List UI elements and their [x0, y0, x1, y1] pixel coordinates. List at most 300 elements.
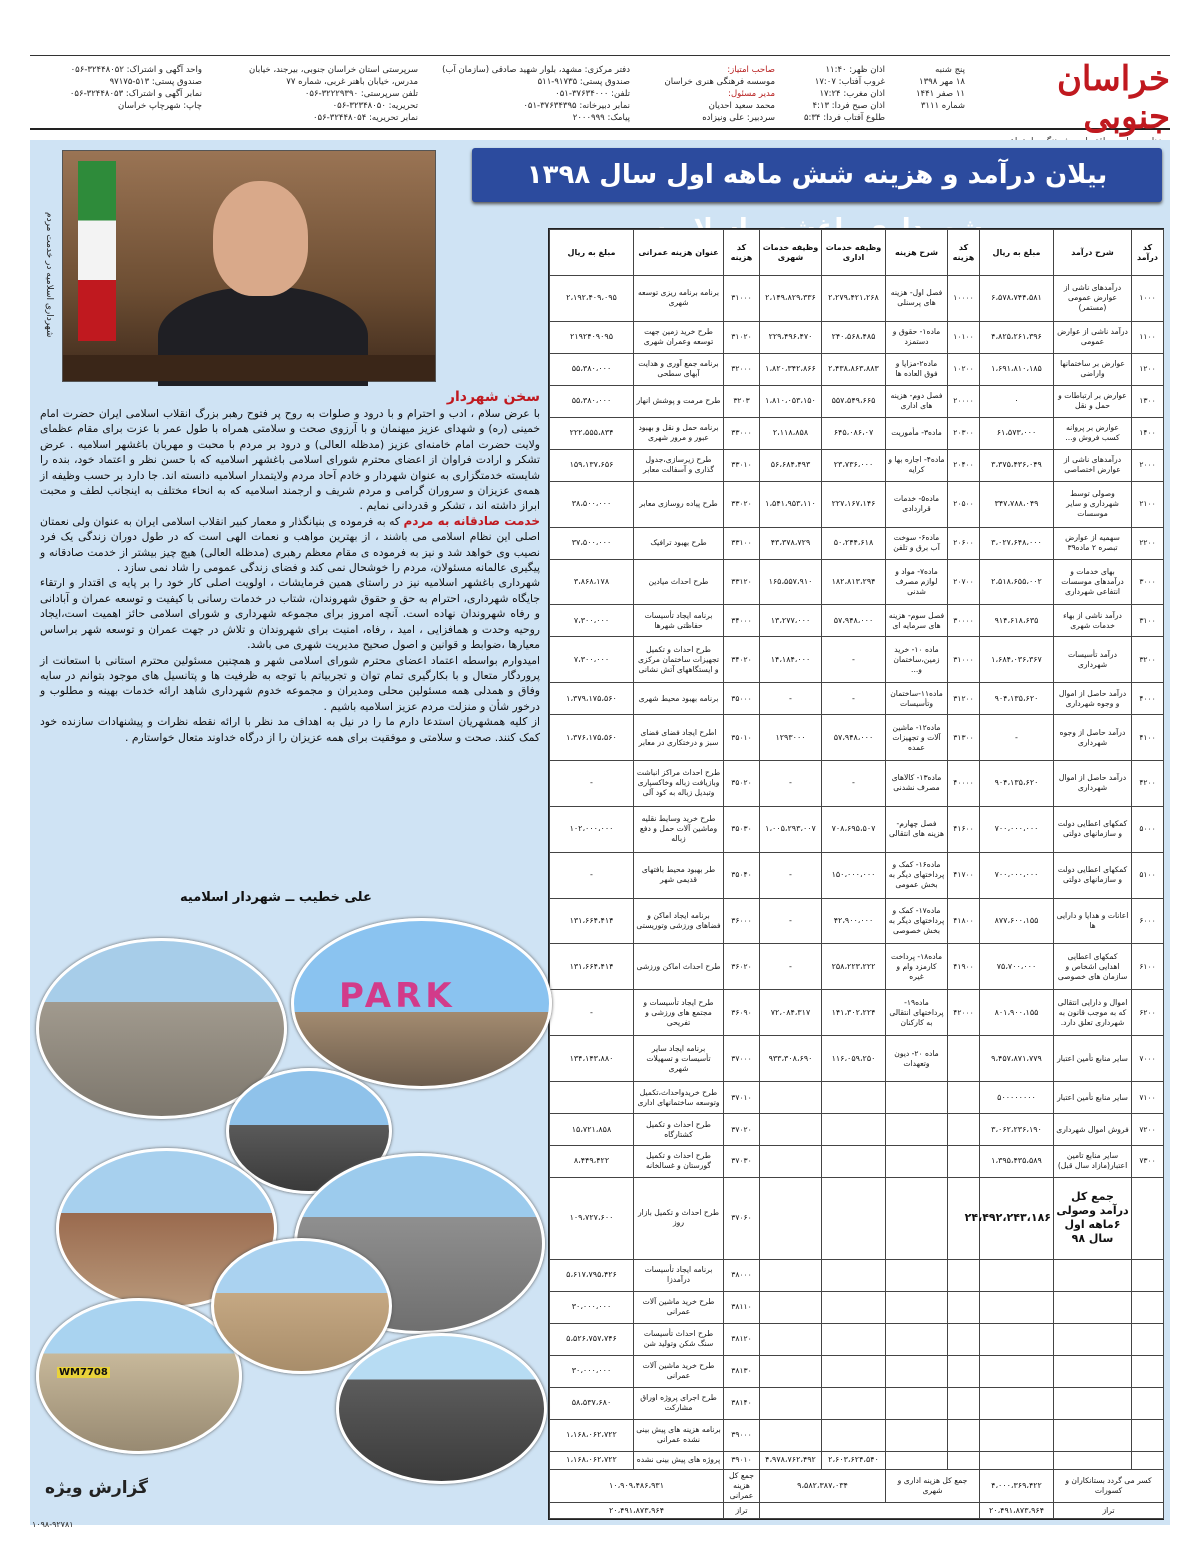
table-cell	[886, 1114, 948, 1146]
table-cell: درآمد ناشی از بهاء خدمات شهری	[1054, 605, 1132, 637]
table-cell	[760, 1082, 822, 1114]
flag-icon	[78, 161, 116, 341]
mayor-article	[40, 388, 540, 745]
dirt-road-photo	[211, 1238, 392, 1374]
table-cell: ۷۰۰،۰۰۰،۰۰۰	[980, 852, 1054, 898]
table-cell: درآمدهای ناشی از عوارض عمومی (مستمر)	[1054, 276, 1132, 322]
table-cell: ۱۳۱،۶۶۴،۴۱۴	[550, 944, 634, 990]
table-cell	[1132, 1259, 1164, 1291]
table-cell: طر بهبود محیط بافتهای قدیمی شهر	[634, 852, 724, 898]
table-cell: ۲،۱۹۲،۴۰۹،۰۹۵	[550, 276, 634, 322]
table-row	[550, 527, 1164, 559]
cost-total-amount: ۹،۵۸۲،۳۸۷،۰۳۴	[760, 1470, 886, 1503]
table-cell	[886, 1177, 948, 1259]
table-cell	[822, 1177, 886, 1259]
table-row	[550, 1146, 1164, 1178]
table-cell: برنامه برنامه ریزی توسعه شهری	[634, 276, 724, 322]
table-cell: ۱۳،۲۷۷،۰۰۰	[760, 605, 822, 637]
table-cell: ۲،۲۷۹،۴۲۱،۲۶۸	[822, 276, 886, 322]
table-cell: ۴۱۰۰	[1132, 715, 1164, 761]
table-cell: ۳۸۱۱۰	[724, 1291, 760, 1323]
table-cell: ۶۱۰۰	[1132, 944, 1164, 990]
dump-truck-photo	[336, 1333, 547, 1484]
table-cell	[948, 1291, 980, 1323]
table-cell: ۲۴۰،۵۶۸،۴۸۵	[822, 321, 886, 353]
table-cell: برنامه ایجاد تأسیسات حفاظتی شهرها	[634, 605, 724, 637]
table-cell: ۳۷۰۲۰	[724, 1114, 760, 1146]
table-cell: ۱۳۰۰	[1132, 385, 1164, 417]
table-cell: ۱۲۹۳۰۰۰	[760, 715, 822, 761]
table-row	[550, 898, 1164, 944]
article-subtitle: خدمت صادقانه به مردم	[403, 513, 540, 528]
table-cell: ۳۴۰۰۰	[724, 605, 760, 637]
table-cell: ۹۰۴،۱۳۵،۶۲۰	[980, 683, 1054, 715]
table-cell: طرح احداث میادین	[634, 559, 724, 605]
table-cell: طرح بهبود ترافیک	[634, 527, 724, 559]
table-cell: ۲۰۶۰۰	[948, 527, 980, 559]
header-cell: شرح هزینه	[886, 230, 948, 276]
table-cell: عوارض بر ساختمانها واراضی	[1054, 353, 1132, 385]
table-cell: ۹،۴۵۷،۸۷۱،۷۷۹	[980, 1036, 1054, 1082]
table-cell	[980, 1355, 1054, 1387]
table-cell: طرح خرید زمین جهت توسعه وعمران شهری	[634, 321, 724, 353]
table-cell: ۵۵،۳۸۰،۰۰۰	[550, 353, 634, 385]
table-cell: طرح اجرای پروژه اوراق مشارکت	[634, 1387, 724, 1419]
office-block: دفتر مرکزی: مشهد، بلوار شهید صادقی (سازمان آب) صندوق پستی: ۹۱۷۳۵-۵۱۱ تلفن: ۳۷۶۳۴۰۰۰-۰۵۱ نمابر دبیرخانه: ۳۷۶۳۴۳۹۵-۰۵۱ پیامک: ۲۰۰۰۹۹۹	[442, 65, 630, 123]
table-cell: ۲،۱۱۸،۸۵۸	[760, 417, 822, 449]
table-cell	[948, 1355, 980, 1387]
park-photo	[291, 918, 552, 1089]
table-cell: ۳۸۱۴۰	[724, 1387, 760, 1419]
table-cell: طرح خرید وسایط نقلیه وماشین آلات حمل و دفع زباله	[634, 806, 724, 852]
table-cell	[886, 1259, 948, 1291]
header-cell: مبلغ به ریال	[550, 230, 634, 276]
table-row	[550, 990, 1164, 1036]
table-cell: ۴۱۸۰۰	[948, 898, 980, 944]
table-cell: ماده۱۲- ماشین آلات و تجهیزات عمده	[886, 715, 948, 761]
table-cell: -	[822, 683, 886, 715]
table-cell: ۱۵۹،۱۳۷،۶۵۶	[550, 449, 634, 481]
table-cell: ۲۰۰۰۰	[948, 385, 980, 417]
table-cell: درآمد حاصل از اموال شهرداری	[1054, 761, 1132, 807]
table-cell	[822, 1291, 886, 1323]
table-cell: ۷۳۰۰	[1132, 1146, 1164, 1178]
table-cell: ۵۵،۳۸۰،۰۰۰	[550, 385, 634, 417]
table-cell: ۶،۵۷۸،۷۴۴،۵۸۱	[980, 276, 1054, 322]
table-cell: ۰	[980, 385, 1054, 417]
table-cell	[822, 1355, 886, 1387]
table-row	[550, 1259, 1164, 1291]
table-cell: ۳،۳۷۵،۴۳۶،۰۴۹	[980, 449, 1054, 481]
table-cell: ۱۰۹،۷۲۷،۶۰۰	[550, 1177, 634, 1259]
article-para-2: خدمت صادقانه به مردم که به فرموده ی بنیانگذار و معمار کبیر انقلاب اسلامی ایران به عنوان ولی نعمتان اصلی این نظام اسلامی می باشند ، از بهترین مواهب و نعمات الهی است که در طول دوران زندگی یک فرد نصیب وی خواهد شد و نیز به فرموده ی مقام معظم رهبری (مدظله العالی) هیچ چیز بیشتر از خدمت صادقانه و پیگیری عالمانه مسئولان، مردم را خوشحال نمی کند و فضای زندگی عمومی را شاد نمی سازد .	[40, 513, 540, 575]
table-cell: ۶۲۰۰	[1132, 990, 1164, 1036]
table-cell: فروش اموال شهرداری	[1054, 1114, 1132, 1146]
table-cell	[980, 1419, 1054, 1451]
headline: بیلان درآمد و هزینه شش ماهه اول سال ۱۳۹۸	[472, 148, 1162, 202]
table-cell: ماده۱- حقوق و دستمزد	[886, 321, 948, 353]
table-cell: کمکهای اعطایی دولت و سازمانهای دولتی	[1054, 806, 1132, 852]
table-cell: -	[760, 852, 822, 898]
table-row	[550, 605, 1164, 637]
table-cell: -	[550, 852, 634, 898]
table-cell: طرح خرید ماشین آلات عمرانی	[634, 1291, 724, 1323]
table-cell: ماده۷- مواد و لوازم مصرف شدنی	[886, 559, 948, 605]
table-cell: ۳۹۰۰۰	[724, 1419, 760, 1451]
table-cell: ۱،۸۲۰،۳۴۲،۸۶۶	[760, 353, 822, 385]
table-cell: ۳۲۰۰۰	[724, 353, 760, 385]
photo-collage	[36, 918, 541, 1478]
table-cell: عوارض بر پروانه کسب فروش و...	[1054, 417, 1132, 449]
deduction-label: کسر می گردد بستانکاران و کسورات	[1054, 1470, 1164, 1503]
table-cell: ۲۵۸،۲۲۳،۲۲۲	[822, 944, 886, 990]
table-cell	[1054, 1291, 1132, 1323]
table-cell: ۳۸۰۰۰	[724, 1259, 760, 1291]
table-row	[550, 683, 1164, 715]
table-cell: ماده۳- مأموریت	[886, 417, 948, 449]
table-cell	[948, 1387, 980, 1419]
table-cell: ۱،۳۷۹،۱۷۵،۵۶۰	[550, 683, 634, 715]
table-cell: ۱۲۰۰	[1132, 353, 1164, 385]
table-row	[550, 852, 1164, 898]
table-cell: ۴۳،۳۷۸،۷۲۹	[760, 527, 822, 559]
roller-plate: WM7708	[59, 1367, 108, 1378]
table-cell: ماده۵- خدمات قراردادی	[886, 481, 948, 527]
table-cell: ۱۴،۱۸۴،۰۰۰	[760, 637, 822, 683]
table-cell: درآمدهای ناشی از عوارض اختصاصی	[1054, 449, 1132, 481]
ads-block: واحد آگهی و اشتراک: ۳۲۴۴۸۰۵۲-۰۵۶ صندوق پستی: ۵۱۳-۹۷۱۷۵ نمابر آگهی و اشتراک: ۳۲۴۴۸۰۵۳-۰۵۶ چاپ: شهرچاپ خراسان	[69, 65, 202, 111]
date-block: پنج شنبه ۱۸ مهر ۱۳۹۸ ۱۱ صفر ۱۴۴۱ شماره ۳۱۱۱	[915, 65, 965, 111]
table-cell: کمکهای اعطایی اهدایی اشخاص و سازمان های خصوصی	[1054, 944, 1132, 990]
table-cell: ۳۶۰۹۰	[724, 990, 760, 1036]
table-cell: ۳۱۰۲۰	[724, 321, 760, 353]
table-cell	[886, 1387, 948, 1419]
table-cell: سایر منابع تأمین اعتبار	[1054, 1036, 1132, 1082]
table-cell: ماده۱۶- کمک و پرداختهای دیگر به بخش عمومی	[886, 852, 948, 898]
table-cell: فصل اول- هزینه های پرسنلی	[886, 276, 948, 322]
table-row	[550, 276, 1164, 322]
table-cell: برنامه ایجاد تأسیسات درآمدزا	[634, 1259, 724, 1291]
table-cell: ۱،۱۶۸،۰۶۲،۷۲۲	[550, 1451, 634, 1469]
park-sign: PARK	[339, 976, 456, 1016]
table-cell	[760, 1146, 822, 1178]
table-cell: طرح ایجاد تأسیسات و مجتمع های ورزشی و تفریحی	[634, 990, 724, 1036]
table-cell: -	[760, 898, 822, 944]
header-cell: شرح درآمد	[1054, 230, 1132, 276]
table-cell: فصل سوم- هزینه های سرمایه ای	[886, 605, 948, 637]
table-cell: پروژه های پیش بینی نشده	[634, 1451, 724, 1469]
table-cell: ۳۲۰۳	[724, 385, 760, 417]
table-cell: طرح احداث تأسیسات سنگ شکن وتولید شن	[634, 1323, 724, 1355]
table-cell: ۱۰۲۰۰	[948, 353, 980, 385]
table-cell: ۶۴۵،۰۸۶،۰۷	[822, 417, 886, 449]
table-cell	[1132, 1355, 1164, 1387]
table-cell: ۴۰۰۰	[1132, 683, 1164, 715]
table-cell: برنامه بهبود محیط شهری	[634, 683, 724, 715]
special-report-label: گزارش ویژه	[45, 1478, 149, 1498]
table-cell: ۱۳۱،۶۶۴،۴۱۴	[550, 898, 634, 944]
table-row	[550, 1177, 1164, 1259]
table-cell: طرح احداث مراکز انباشت وبازیافت زباله وخاکسپاری وتبدیل زباله به کود آلی	[634, 761, 724, 807]
table-cell: ۱،۳۹۵،۴۳۵،۵۸۹	[980, 1146, 1054, 1178]
table-row	[550, 385, 1164, 417]
table-row	[550, 1082, 1164, 1114]
table-cell: طرح خریدواحداث،تکمیل وتوسعه ساختمانهای اداری	[634, 1082, 724, 1114]
table-cell: ۳۸،۵۰۰،۰۰۰	[550, 481, 634, 527]
header-cell: مبلغ به ریال	[980, 230, 1054, 276]
table-cell: ماده ۲۰- دیون وتعهدات	[886, 1036, 948, 1082]
table-cell: ماده۴- اجاره بها و کرایه	[886, 449, 948, 481]
table-cell: ۲۴،۴۹۲،۲۴۳،۱۸۶	[980, 1177, 1054, 1259]
table-cell	[886, 1451, 948, 1469]
table-cell: طرح احداث و تکمیل تجهیزات ساختمان مرکزی و ایستگاههای آتش نشانی	[634, 637, 724, 683]
table-cell	[760, 1355, 822, 1387]
table-cell: ماده۱۱-ساختمان وتأسیسات	[886, 683, 948, 715]
table-cell: ۳۷۰۰۰	[724, 1036, 760, 1082]
table-row	[550, 637, 1164, 683]
table-cell: درآمد حاصل از وجوه شهرداری	[1054, 715, 1132, 761]
table-cell: ۸۰۱،۹۰۰،۱۵۵	[980, 990, 1054, 1036]
table-cell	[1054, 1419, 1132, 1451]
article-para-5: از کلیه همشهریان استدعا دارم ما را در نیل به اهداف مد نظر با ارائه نقطه نظرات و پیشنهادات سازنده خود کمک کنند. صحت و سلامتی و موفقیت برای همه عزیزان را از درگاه خداوند متعال خواستارم .	[40, 715, 540, 744]
table-cell: ۱،۳۷۶،۱۷۵،۵۶۰	[550, 715, 634, 761]
table-cell: فصل دوم- هزینه های اداری	[886, 385, 948, 417]
table-cell: ۲۰۳۰۰	[948, 417, 980, 449]
table-cell	[886, 1355, 948, 1387]
table-cell: برنامه هزینه های پیش بینی نشده عمرانی	[634, 1419, 724, 1451]
table-cell: ۳۱۲۰۰	[948, 683, 980, 715]
table-cell: ۷،۳۰۰،۰۰۰	[550, 605, 634, 637]
table-cell: برنامه حمل و نقل و بهبود عبور و مرور شهری	[634, 417, 724, 449]
table-cell	[822, 1259, 886, 1291]
balance-label-2: تراز	[724, 1503, 760, 1519]
table-cell: ماده۲-مزایا و فوق العاده ها	[886, 353, 948, 385]
table-cell	[760, 1419, 822, 1451]
table-cell: ۱۴۱،۳۰۲،۲۲۴	[822, 990, 886, 1036]
table-cell	[948, 1082, 980, 1114]
article-para-1: با عرض سلام ، ادب و احترام و با درود و صلوات به روح پر فتوح رهبر بزرگ انقلاب اسلامی ایران حضرت امام خمینی (ره) و شهدای عزیز میهنمان و با آرزوی صحت و سلامتی همراه با طول عمر با عزت برای مقام عظمای ولایت حضرت امام خامنه‌ای عزیز (مدظله العالی) و درود بر مردم با محبت و مهربان باغشهر اسلامیه . عرض تشکر و ارادت فراوان از اعضای محترم شورای اسلامی باغشهر اسلامیه که با حسن نظر و اعتماد خود، بنده را شایسته خدمتگزاری به عنوان شهردار و خادم آحاد مردم ولایتمدار اسلامیه دانسته اند. جا دارد بر حسب وظیفه از همه‌ی عزیزان و سروران گرامی و مردم شریف و ارجمند اسلامیه که به انحاء مختلف به اینجانب لطف و محبت ابراز داشته اند ، تشکر و قدردانی نمایم .	[40, 407, 540, 513]
table-row	[550, 1451, 1164, 1469]
table-cell: ۵۰۰۰۰۰۰۰۰	[980, 1082, 1054, 1114]
table-cell: طرح پیاده روسازی معابر	[634, 481, 724, 527]
table-cell: ۳۵۰۲۰	[724, 761, 760, 807]
table-cell: جمع کل درآمد وصولی ۶ماهه اول سال ۹۸	[1054, 1177, 1132, 1259]
table-cell: ۲۰۰۰	[1132, 449, 1164, 481]
table-cell: ۱۰۱۰۰	[948, 321, 980, 353]
table-cell: ۳۵۰۱۰	[724, 715, 760, 761]
table-cell: ۴۰۰۰۰	[948, 761, 980, 807]
table-cell: اطرح ایجاد فضای فضای سبز و درختکاری در معابر	[634, 715, 724, 761]
table-row	[550, 481, 1164, 527]
table-cell: ۷۰۸،۶۹۵،۵۰۷	[822, 806, 886, 852]
table-cell: -	[550, 761, 634, 807]
table-cell: ۳۵۰۴۰	[724, 852, 760, 898]
table-row	[550, 559, 1164, 605]
table-cell: ۳۱۰۰	[1132, 605, 1164, 637]
signature: علی خطیب ــ شهردار اسلامیه	[180, 890, 372, 905]
logo-name: خراسان جنوبی	[1056, 59, 1170, 137]
table-cell: فصل چهارم- هزینه های انتقالی	[886, 806, 948, 852]
table-cell: ۲۲۹،۴۹۶،۴۷۰	[760, 321, 822, 353]
table-cell: -	[822, 761, 886, 807]
table-cell: ۳۶۰۰۰	[724, 898, 760, 944]
table-cell: سهمیه از عوارض تبصره ۲ ماده۳۹	[1054, 527, 1132, 559]
table-cell: ۴۲۰۰۰	[948, 990, 980, 1036]
table-cell: ۳۳۱۲۰	[724, 559, 760, 605]
table-cell: ۷۵،۷۰۰،۰۰۰	[980, 944, 1054, 990]
header-cell: کد درآمد	[1132, 230, 1164, 276]
table-body	[550, 276, 1164, 1470]
table-cell	[1132, 1291, 1164, 1323]
table-cell	[1054, 1355, 1132, 1387]
balance-amount-income: ۲۰،۴۹۱،۸۷۳،۹۶۴	[980, 1503, 1054, 1519]
table-cell: ۳۰،۰۰۰،۰۰۰	[550, 1291, 634, 1323]
roller-photo	[36, 1298, 242, 1454]
balance-label: تراز	[1054, 1503, 1164, 1519]
table-cell	[1132, 1177, 1164, 1259]
table-cell	[822, 1082, 886, 1114]
table-cell: ۳۳۰۰۰	[724, 417, 760, 449]
table-cell: ۳۱۰۰۰	[948, 637, 980, 683]
table-cell	[1054, 1259, 1132, 1291]
table-cell: ۳۷۰۳۰	[724, 1146, 760, 1178]
table-cell	[886, 1291, 948, 1323]
table-cell: ۱۸۲،۸۱۳،۲۹۴	[822, 559, 886, 605]
table-cell: طرح احداث و تکمیل بازار روز	[634, 1177, 724, 1259]
cost-total-label: جمع کل هزینه اداری و شهری	[886, 1470, 980, 1503]
table-cell: ۲۰۷۰۰	[948, 559, 980, 605]
table-cell: ۲۲۷،۱۶۷،۱۴۶	[822, 481, 886, 527]
table-cell: ۳۸۱۲۰	[724, 1323, 760, 1355]
table-cell	[822, 1419, 886, 1451]
table-cell: ۲۰۵۰۰	[948, 481, 980, 527]
table-cell: ۷۲،۰۸۴،۳۱۷	[760, 990, 822, 1036]
table-cell: ۳،۸۶۸،۱۷۸	[550, 559, 634, 605]
table-cell: -	[760, 944, 822, 990]
table-cell: ۱۰۲،۰۰۰،۰۰۰	[550, 806, 634, 852]
table-cell: ۲،۶۰۳،۶۲۴،۵۴۰	[822, 1451, 886, 1469]
table-cell: کمکهای اعطایی دولت و سازمانهای دولتی	[1054, 852, 1132, 898]
table-cell: ۵۷،۹۴۸،۰۰۰	[822, 605, 886, 637]
table-cell: ۵۱۰۰	[1132, 852, 1164, 898]
table-cell	[1132, 1419, 1164, 1451]
table-cell: ماده۱۸- پرداخت کارمزد وام و غیره	[886, 944, 948, 990]
table-cell: ۵۸،۵۳۷،۶۸۰	[550, 1387, 634, 1419]
table-cell: ۳۰۰۰	[1132, 559, 1164, 605]
table-cell: ۳۷۰۶۰	[724, 1177, 760, 1259]
table-cell: ۱۶۵،۵۵۷،۹۱۰	[760, 559, 822, 605]
article-title: سخن شهردار	[446, 389, 540, 405]
table-cell: ۳۷۰۱۰	[724, 1082, 760, 1114]
table-cell	[948, 1259, 980, 1291]
table-cell: ۲،۴۳۸،۸۶۳،۸۸۳	[822, 353, 886, 385]
table-cell: ۳۰۰۰۰	[948, 605, 980, 637]
table-cell: ۳،۰۲۷،۶۴۸،۰۰۰	[980, 527, 1054, 559]
table-row	[550, 761, 1164, 807]
budget-table	[549, 229, 1164, 1519]
table-cell: طرح احداث اماکن ورزشی	[634, 944, 724, 990]
table-row	[550, 1114, 1164, 1146]
table-cell: طرح احداث و تکمیل کشتارگاه	[634, 1114, 724, 1146]
table-cell: ماده۱۹- پرداختهای انتقالی به کارکنان	[886, 990, 948, 1036]
table-cell: طرح مرمت و پوشش انهار	[634, 385, 724, 417]
table-cell: ۵۶،۶۸۴،۴۹۳	[760, 449, 822, 481]
article-para-3: شهرداری باغشهر اسلامیه نیز در راستای همین فرمایشات ، اولویت اصلی کار خود را بر پایه ی اقتدار و ارتقاء جایگاه شهرداری، احترام به حق و حقوق شهروندان، شتاب در خدمات رسانی با کیفیت و توسعه عمران و آبادانی و رفاه شهروندان نهاده است. آنچه امروز برای مجموعه شهرداری و شورای اسلامی حائز اهمیت است،ایجاد روحیه وحدت و همافزایی ، امید ، رفاه، امنیت برای شهروندان و تلاش در جهت عمران و توسعه شهر براساس معیارها ،ضوابط و قوانین و اصول صحیح مدیریت شهری می باشد.	[40, 576, 540, 652]
dev-total-label: جمع کل هزینه عمرانی	[724, 1470, 760, 1503]
table-cell: ۲،۵۱۸،۶۵۵،۰۰۲	[980, 559, 1054, 605]
table-cell	[822, 1323, 886, 1355]
table-balance-row	[550, 1503, 1164, 1519]
mayor-photo	[62, 150, 436, 382]
table-cell	[948, 1146, 980, 1178]
table-cell: ماده۱۷- کمک و پرداختهای دیگر به بخش خصوصی	[886, 898, 948, 944]
table-cell: اعانات و هدایا و دارایی ها	[1054, 898, 1132, 944]
table-cell: سایر منابع تامین اعتبار(مازاد سال قبل)	[1054, 1146, 1132, 1178]
table-cell: ۴،۸۲۵،۲۶۱،۳۹۶	[980, 321, 1054, 353]
table-cell: -	[760, 683, 822, 715]
table-cell: ۷،۳۰۰،۰۰۰	[550, 637, 634, 683]
table-cell	[948, 1323, 980, 1355]
table-cell	[1132, 1387, 1164, 1419]
header-cell: کد هزینه	[724, 230, 760, 276]
table-cell	[822, 1114, 886, 1146]
table-cell: ۱،۶۹۱،۸۱۰،۱۸۵	[980, 353, 1054, 385]
ad-code: ۱۰۹۸-۹۲۷۸۱	[32, 1520, 74, 1529]
table-cell	[822, 1146, 886, 1178]
table-cell: ۳۱۰۰۰	[724, 276, 760, 322]
table-cell	[760, 1387, 822, 1419]
table-row	[550, 1323, 1164, 1355]
table-cell	[822, 1387, 886, 1419]
table-cell	[886, 1146, 948, 1178]
table-cell	[980, 1291, 1054, 1323]
table-cell: ۶۱،۵۷۳،۰۰۰	[980, 417, 1054, 449]
table-cell: ۱۰۰۰۰	[948, 276, 980, 322]
table-cell: ۱۵،۷۲۱،۸۵۸	[550, 1114, 634, 1146]
table-cell: ۱۵۰،۰۰۰،۰۰۰	[822, 852, 886, 898]
table-cell	[886, 1419, 948, 1451]
table-cell: ۳۷،۵۰۰،۰۰۰	[550, 527, 634, 559]
table-row	[550, 715, 1164, 761]
table-cell: ۳۰،۰۰۰،۰۰۰	[550, 1355, 634, 1387]
table-cell	[1054, 1451, 1132, 1469]
table-cell: طرح احداث و تکمیل گورستان و غسالخانه	[634, 1146, 724, 1178]
table-cell: وصولی توسط شهرداری و سایر موسسات	[1054, 481, 1132, 527]
table-cell: ۲۰۴۰۰	[948, 449, 980, 481]
table-footer-row	[550, 1470, 1164, 1503]
table-cell: برنامه ایجاد اماکن و فضاهای ورزشی وتوریستی	[634, 898, 724, 944]
table-row	[550, 321, 1164, 353]
table-cell: ۵،۶۱۷،۷۹۵،۴۲۶	[550, 1259, 634, 1291]
table-cell: ۷۰۰،۰۰۰،۰۰۰	[980, 806, 1054, 852]
table-cell: ۸۷۷،۶۰۰،۱۵۵	[980, 898, 1054, 944]
table-cell: عوارض بر ارتباطات و حمل و نقل	[1054, 385, 1132, 417]
table-cell: ۴۱۹۰۰	[948, 944, 980, 990]
table-cell	[980, 1387, 1054, 1419]
budget-table-wrap	[548, 228, 1164, 1520]
table-cell: ۱۱۶،۰۵۹،۲۵۰	[822, 1036, 886, 1082]
table-cell: -	[550, 990, 634, 1036]
table-cell: ۱،۰۰۵،۲۹۳،۰۰۷	[760, 806, 822, 852]
table-cell: -	[980, 715, 1054, 761]
table-cell	[980, 1323, 1054, 1355]
table-cell	[760, 1114, 822, 1146]
table-cell: ۴۲،۹۰۰،۰۰۰	[822, 898, 886, 944]
header-cell: وظیفه خدمات شهری	[760, 230, 822, 276]
table-cell: ۵۰،۲۴۴،۶۱۸	[822, 527, 886, 559]
table-cell: اموال و دارایی انتقالی که به موجب قانون به شهرداری تعلق دارد.	[1054, 990, 1132, 1036]
table-cell: ۹۰۴،۱۳۵،۶۲۰	[980, 761, 1054, 807]
